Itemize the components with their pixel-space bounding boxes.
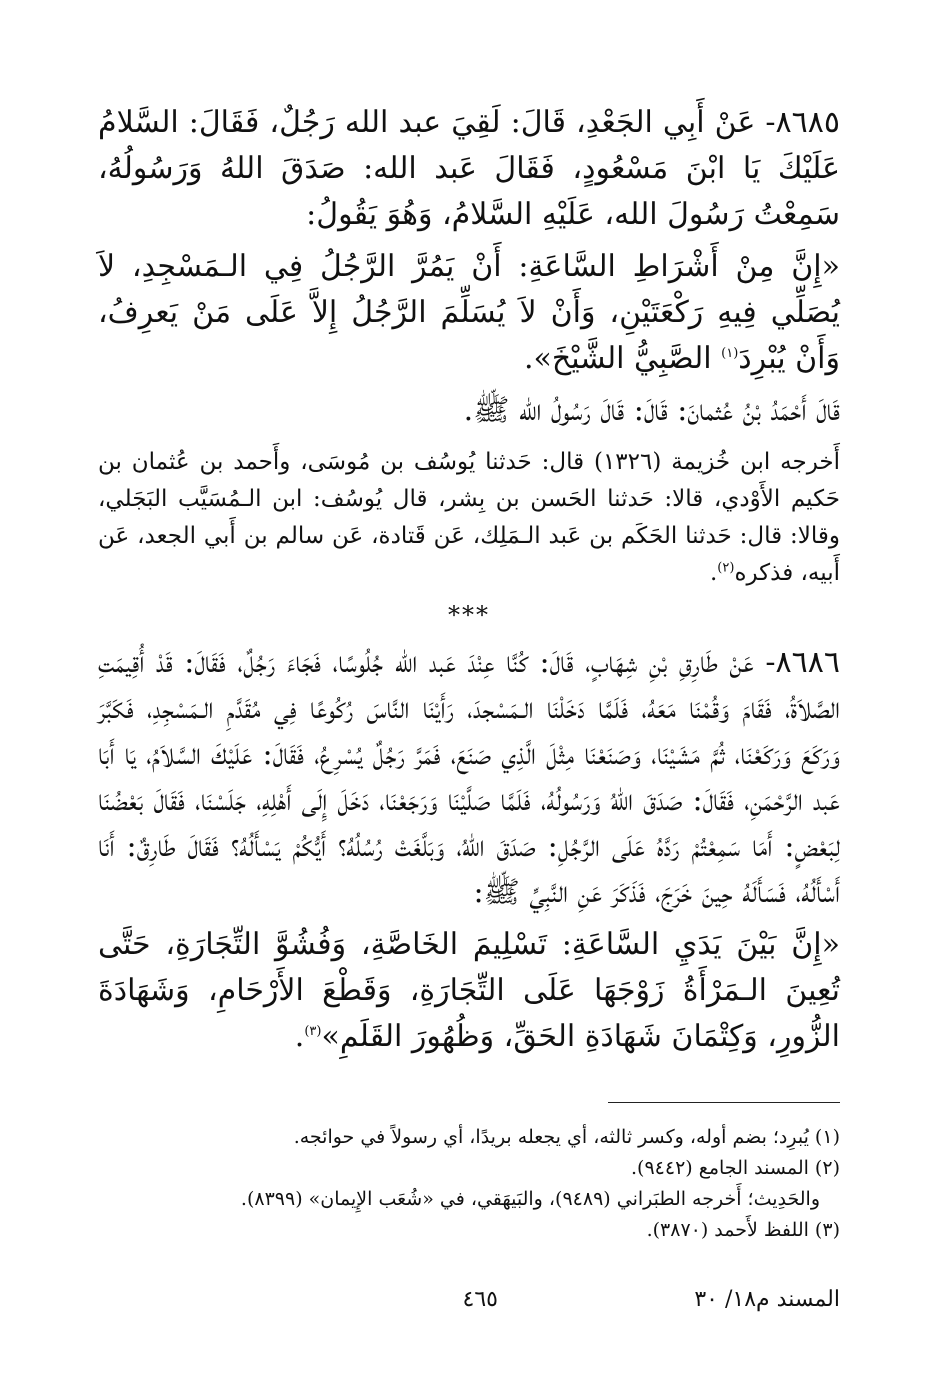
hadith-8686-quote	[98, 922, 840, 1060]
footnote-ref-3[interactable]: (٣)	[304, 1024, 322, 1039]
footnote-ref-2[interactable]: (٢)	[717, 560, 735, 576]
hadith-8686-body: ٨٦٨٦- عَنْ طَارِقِ بْنِ شِهَابٍ، قَالَ: كُنَّا عِنْدَ عَبد الله جُلُوسًا، فَجَاءَ رَجُلٌ، فَقَالَ: قَدْ أُقِيمَتِ الصَّلاَةُ، فَقَامَ وَقُمْنَا مَعَهُ، فَلَمَّا دَخَلْنَا الـمَسْجدَ، رَأَيْنَا النَّاسَ رُكُوعًا فِي مُقَدَّمِ الـمَسْجِدِ، فَكَبَّرَ وَرَكَعَ وَرَكَعْنَا، ثُمَّ مَشَيْنَا، وَصَنَعْنَا مِثْلَ الَّذِي صَنَعَ، فَمَرَّ رَجُلٌ يُسْرِعُ، فَقَالَ: عَلَيْكَ السَّلاَمُ، يَا أَبَا عَبد الرَّحْمَنِ، فَقَالَ: صَدَقَ اللهُ وَرَسُولُهُ، فَلَمَّا صَلَّيْنَا وَرَجَعْنَا، دَخَلَ إِلَى أَهْلِهِ، جَلَسْنَا، فَقَالَ بَعْضُنَا لِبَعْضٍ: أَمَا سَمِعْتُمْ رَدَّهُ عَلَى الرَّجُلِ: صَدَقَ اللهُ، وَبَلَّغَتْ رُسُلُهُ؟ أَيُّكُمْ يَسْأَلُهُ؟ فَقَالَ طَارِقٌ: أَنَا أَسْأَلُهُ، فَسَأَلَهُ حِينَ خَرَجَ، فَذَكَرَ عَنِ النَّبِيِّ ﷺ:	[98, 645, 840, 910]
footnote-2-continued: والحَدِيث؛ أَخرجه الطبَراني (٩٤٨٩)، والبَيهَقي، في «شُعَب الإِيمان» (٨٣٩٩).	[240, 1188, 820, 1210]
hadith-8685-takhrij	[98, 444, 840, 592]
page-footer	[98, 1287, 840, 1327]
hadith-8685-narrator	[98, 388, 840, 434]
section-separator: ***	[448, 601, 490, 629]
hadith-8685-quote-end: الصَّبِيُّ الشَّيْخَ».	[523, 341, 722, 376]
hadith-8685-quote-body: «إِنَّ مِنْ أَشْرَاطِ السَّاعَةِ: أَنْ يَمُرَّ الرَّجُلُ فِي الـمَسْجِدِ، لاَ يُصَلِّي فِيهِ رَكْعَتَيْنِ، وَأَنْ لاَ يُسَلِّمَ الرَّجُلُ إِلاَّ عَلَى مَنْ يَعرِفُ، وَأَنْ يُبْرِدَ	[98, 249, 840, 376]
hadith-8685-quote	[98, 244, 840, 382]
footnotes	[98, 1122, 840, 1246]
hadith-8686-quote-body: «إِنَّ بَيْنَ يَدَيِ السَّاعَةِ: تَسْلِيمَ الخَاصَّةِ، وَفُشُوَّ التِّجَارَةِ، حَتَّى تُعِينَ الـمَرْأَةُ زَوْجَهَا عَلَى التِّجَارَةِ، وَقَطْعَ الأَرْحَامِ، وَشَهَادَةَ الزُّورِ، وَكِتْمَانَ شَهَادَةِ الحَقِّ، وَظُهُورَ القَلَمِ»	[98, 927, 840, 1054]
volume-reference: المسند م١٨/ ٣٠	[694, 1287, 840, 1312]
footnote-ref-1[interactable]: (١)	[721, 346, 739, 361]
hadith-8686-text	[98, 640, 840, 916]
narrator-line: قَالَ أَحْمَدُ بْنُ عُثمانَ: قَالَ: قَالَ رَسُولُ الله ﷺ.	[463, 393, 840, 428]
footnote-3: (٣) اللفظ لأَحمد (٣٨٧٠).	[646, 1219, 840, 1241]
footnote-2: (٢) المسند الجامع (٩٤٤٢).	[631, 1157, 840, 1179]
main-text	[98, 100, 840, 1060]
page-number: ٤٦٥	[462, 1287, 498, 1312]
takhrij-end: .	[709, 560, 718, 586]
hadith-8686-quote-end: .	[294, 1019, 305, 1054]
hadith-8685-body: ٨٦٨٥- عَنْ أَبِي الجَعْدِ، قَالَ: لَقِيَ عبد الله رَجُلٌ، فَقَالَ: السَّلامُ عَلَيْكَ يَا ابْنَ مَسْعُودٍ، فَقَالَ عَبد الله: صَدَقَ اللهُ وَرَسُولُهُ، سَمِعْتُ رَسُولَ الله، عَلَيْهِ السَّلامُ، وَهُوَ يَقُولُ:	[98, 105, 840, 232]
footnote-divider	[608, 1102, 840, 1103]
takhrij-body: أَخرجه ابن خُزيمة (١٣٢٦) قال: حَدثنا يُوسُف بن مُوسَى، وأَحمد بن عُثمان بن حَكيم الأَوْدي، قالا: حَدثنا الحَسن بن بِشر، قال يُوسُف: ابن الـمُسَيَّب البَجَلي، وقالا: قال: حَدثنا الحَكَم بن عَبد الـمَلِك، عَن قَتادة، عَن سالم بن أَبي الجعد، عَن أَبيه، فذكره	[98, 449, 840, 586]
hadith-8685-text	[98, 100, 840, 238]
footnote-1: (١) يُبرِد؛ بضم أوله، وكسر ثالثه، أي يجعله بريدًا، أي رسولاً في حوائجه.	[293, 1126, 840, 1148]
